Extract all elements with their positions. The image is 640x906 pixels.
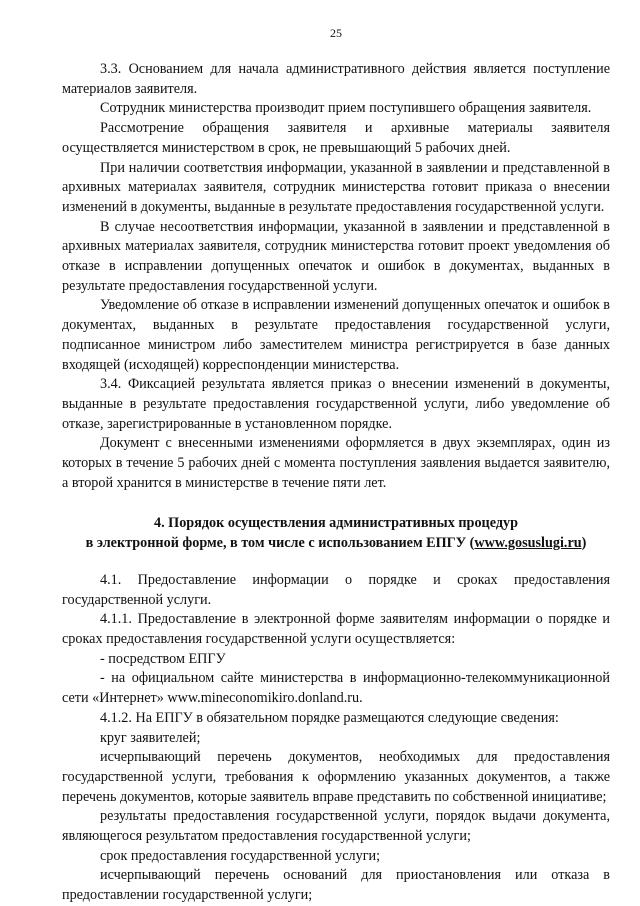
section-title-prefix: в электронной форме, в том числе с использованием ЕПГУ ( bbox=[85, 535, 475, 552]
section-title-line-1: 4. Порядок осуществления административных процедур bbox=[153, 515, 518, 532]
paragraph: 4.1.1. Предоставление в электронной форме заявителям информации о порядке и сроках предоставления государственной услуги осуществляется: bbox=[62, 611, 610, 647]
section-title bbox=[62, 514, 610, 553]
list-item: круг заявителей; bbox=[100, 729, 201, 746]
paragraph: Документ с внесенными изменениями оформляется в двух экземплярах, один из которых в течение 5 рабочих дней с момента поступления заявления выдается заявителю, а второй хранится в министерстве в течение пяти лет. bbox=[62, 435, 610, 491]
list-item: исчерпывающий перечень оснований для приостановления или отказа в предоставлении государственной услуги; bbox=[62, 867, 610, 904]
paragraph: Уведомление об отказе в исправлении изменений допущенных опечаток и ошибок в документах, выданных в результате предоставления государственной услуги, подписанное министром либо заместителем министра регистрируется в базе данных входящей (исходящей) корреспонденции министерства. bbox=[62, 297, 610, 373]
paragraph: Сотрудник министерства производит прием поступившего обращения заявителя. bbox=[100, 100, 592, 117]
list-item: исчерпывающий перечень документов, необходимых для предоставления государственной услуги, требования к оформлению указанных документов, а также перечень документов, которые заявитель вправе представить по собственной инициативе; bbox=[62, 749, 610, 805]
section-title-suffix: ) bbox=[581, 535, 587, 552]
page-number: 25 bbox=[330, 26, 342, 40]
paragraph: Рассмотрение обращения заявителя и архивные материалы заявителя осуществляется министерством в срок, не превышающий 5 рабочих дней. bbox=[62, 120, 610, 156]
paragraph: 4.1. Предоставление информации о порядке и сроках предоставления государственной услуги. bbox=[62, 571, 610, 608]
paragraph: В случае несоответствия информации, указанной в заявлении и представленной в архивных материалах заявителя, сотрудник министерства готовит проект уведомления об отказе в исправлении допущенных опечаток и ошибок в документах, выданных в результате предоставления государственной услуги. bbox=[62, 218, 610, 294]
paragraph: 4.1.2. На ЕПГУ в обязательном порядке размещаются следующие сведения: bbox=[100, 709, 559, 726]
list-item: - на официальном сайте министерства в информационно-телекоммуникационной сети «Интернет» www.mineconomikiro.donland.ru. bbox=[62, 670, 610, 707]
list-item: - посредством ЕПГУ bbox=[100, 650, 226, 667]
paragraph: 3.3. Основанием для начала административного действия является поступление материалов заявителя. bbox=[62, 61, 610, 97]
gosuslugi-link[interactable]: www.gosuslugi.ru bbox=[474, 535, 582, 552]
list-item: результаты предоставления государственной услуги, порядок выдачи документа, являющегося результатом предоставления государственной услуги; bbox=[62, 808, 610, 845]
paragraph: При наличии соответствия информации, указанной в заявлении и представленной в архивных материалах заявителя, сотрудник министерства готовит приказа о внесении изменений в документы, выданные в результате предоставления государственной услуги. bbox=[62, 159, 610, 215]
bottom-paragraphs bbox=[62, 571, 610, 906]
paragraph: 3.4. Фиксацией результата является приказ о внесении изменений в документы, выданные в результате предоставления государственной услуги, либо уведомление об отказе, зарегистрированные в установленном порядке. bbox=[62, 376, 610, 432]
top-paragraphs bbox=[62, 60, 610, 493]
list-item: срок предоставления государственной услуги; bbox=[100, 847, 381, 864]
section-title-line-2 bbox=[62, 534, 610, 554]
